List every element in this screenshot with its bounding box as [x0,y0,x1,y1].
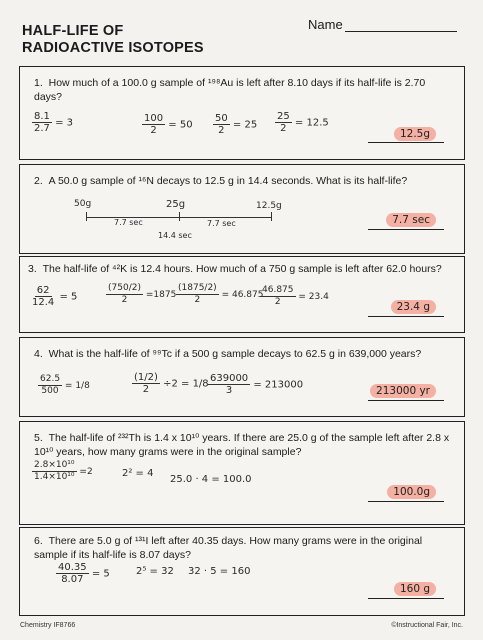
timeline-total: 14.4 sec [158,231,192,240]
timeline-interval-2: 7.7 sec [207,219,236,228]
question-2-text: 2. A 50.0 g sample of ¹⁶N decays to 12.5 g in 14.4 seconds. What is its half-life? [34,175,408,187]
q3-work-step-1: $\frac{62}{12.4}$ = 5 [32,285,78,308]
answer-4: 213000 yr [370,384,436,398]
q3-work-step-4: $\frac{46.875}{2}$ = 23.4 [262,285,329,307]
q6-work-step-2: 2⁵ = 32 [136,566,174,577]
question-3-box [19,256,465,333]
answer-6: 160 g [394,582,436,596]
timeline-tick-start [86,212,87,221]
q1-work-step-2: $\frac{100}{2}$ = 50 [144,113,193,136]
title-line-2: RADIOACTIVE ISOTOPES [22,40,204,56]
q4-work-step-1: $\frac{62.5}{500}$ = 1/8 [40,374,90,396]
answer-2-line[interactable] [368,229,444,230]
question-1-text: 1. How much of a 100.0 g sample of ¹⁹⁸Au is left after 8.10 days if its half-life is 2.70 days? [34,77,426,103]
q1-work-step-1: $\frac{8.1}{2.7}$ = 3 [34,111,74,134]
q5-work-step-2: 2² = 4 [122,468,154,479]
answer-2: 7.7 sec [386,213,436,227]
q6-work-step-3: 32 · 5 = 160 [188,566,251,577]
answer-1: 12.5g [394,127,436,141]
answer-4-line[interactable] [368,400,444,401]
timeline-label-50g: 50g [74,199,92,209]
q3-work-step-2: $\frac{(750/2)}{2}$ =1875 [108,283,177,305]
q1-work-step-3: $\frac{50}{2}$ = 25 [215,113,258,136]
answer-1-line[interactable] [368,142,444,143]
title-line-1: HALF-LIFE OF [22,23,124,39]
question-6-text: 6. There are 5.0 g of ¹³¹I left after 40.35 days. How many grams were in the original sample if its half-life is 8.07 days? [34,535,423,561]
timeline-tick-mid [179,212,180,221]
footer-left: Chemistry IF8766 [20,622,76,629]
answer-3: 23.4 g [391,300,436,314]
page-title [22,23,204,57]
question-4-text: 4. What is the half-life of ⁹⁹Tc if a 500 g sample decays to 62.5 g in 639,000 years? [34,348,422,360]
footer-right: ©Instructional Fair, Inc. [391,622,463,629]
q3-work-step-3: $\frac{(1875/2)}{2}$ = 46.875 [178,283,264,305]
q5-work-step-1: $\frac{\text{2.8×10¹⁰}}{\text{1.4×10¹⁰}}$ =2 [34,460,93,482]
question-3-text: 3. The half-life of ⁴²K is 12.4 hours. How much of a 750 g sample is left after 62.0 hours? [28,263,442,275]
answer-6-line[interactable] [368,598,444,599]
q1-work-step-4: $\frac{25}{2}$ = 12.5 [277,111,329,134]
question-2-box [19,164,465,254]
question-6-box [19,527,465,616]
q4-work-step-3: $\frac{639000}{3}$ = 213000 [210,373,304,396]
name-label: Name [308,17,343,32]
timeline-tick-end [271,212,272,221]
q4-work-step-2: $\frac{(1/2)}{2}$ ÷2 = 1/8 [134,372,209,395]
q6-work-step-1: $\frac{40.35}{8.07}$ = 5 [58,562,110,585]
timeline-label-12.5g: 12.5g [256,201,282,211]
answer-5-line[interactable] [368,501,444,502]
name-field[interactable] [345,31,457,32]
question-5-text: 5. The half-life of ²³²Th is 1.4 x 10¹⁰ years. If there are 25.0 g of the sample left after 2.8 x 10¹⁰ years, how many grams were in the original sample? [34,432,450,458]
question-5-box [19,421,465,525]
timeline-interval-1: 7.7 sec [114,218,143,227]
answer-3-line[interactable] [368,316,444,317]
timeline-label-25g: 25g [166,199,186,210]
answer-5: 100.0g [387,485,436,499]
q5-work-step-3: 25.0 · 4 = 100.0 [170,474,252,485]
question-1-box [19,66,465,160]
question-4-box [19,337,465,417]
